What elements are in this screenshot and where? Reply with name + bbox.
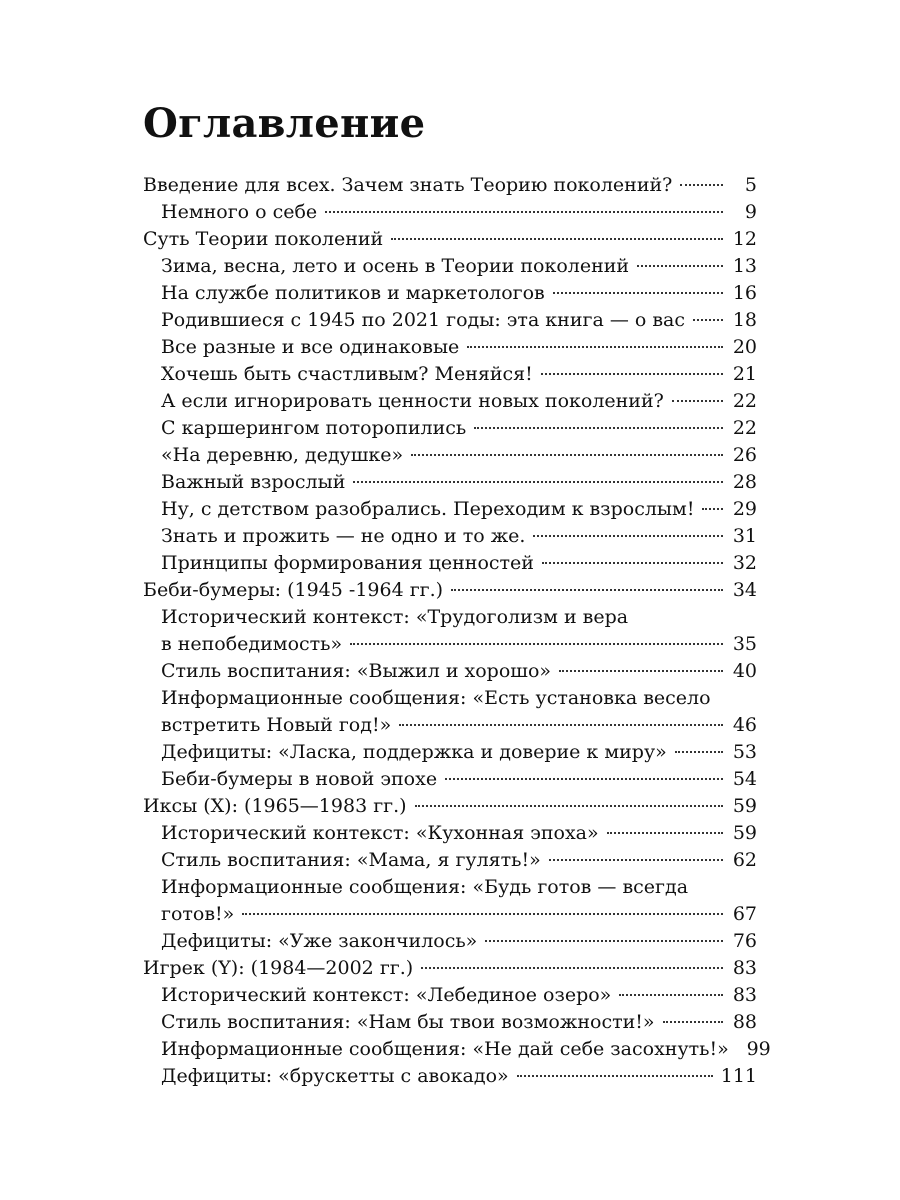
toc-entry-title: Дефициты: «Ласка, поддержка и доверие к миру» [161, 741, 667, 763]
toc-page-number: 46 [732, 714, 757, 736]
toc-entry-title: Исторический контекст: «Лебединое озеро» [161, 984, 612, 1006]
toc-page-number: 67 [732, 903, 757, 925]
toc-entry[interactable] [143, 253, 757, 280]
table-of-contents [143, 172, 771, 1090]
dot-leader [474, 427, 723, 429]
toc-page-number: 32 [732, 552, 757, 574]
toc-entry[interactable] [143, 820, 757, 847]
toc-entry-title: Зима, весна, лето и осень в Теории поколений [161, 255, 630, 277]
dot-leader [242, 913, 723, 915]
dot-leader [467, 346, 723, 348]
toc-entry[interactable] [143, 388, 757, 415]
toc-entry[interactable] [143, 712, 757, 739]
toc-entry[interactable] [143, 280, 757, 307]
toc-page-number: 53 [732, 741, 757, 763]
toc-page-number: 88 [732, 1011, 757, 1033]
toc-entry[interactable] [143, 766, 757, 793]
toc-entry-title: Важный взрослый [161, 471, 346, 493]
toc-entry-title: Исторический контекст: «Кухонная эпоха» [161, 822, 599, 844]
toc-entry-title: Родившиеся с 1945 по 2021 годы: эта книга — о вас [161, 309, 686, 331]
dot-leader [619, 994, 723, 996]
toc-entry-title: На службе политиков и маркетологов [161, 282, 545, 304]
dot-leader [399, 724, 723, 726]
toc-entry-title: Знать и прожить — не одно и то же. [161, 525, 526, 547]
dot-leader [702, 508, 723, 510]
toc-entry-line1[interactable] [143, 874, 757, 901]
dot-leader [451, 589, 723, 591]
toc-entry[interactable] [143, 658, 757, 685]
toc-entry[interactable] [143, 334, 757, 361]
dot-leader [485, 940, 723, 942]
dot-leader [672, 400, 723, 402]
toc-entry-title-cont: в непобедимость» [161, 633, 343, 655]
toc-entry-title: Иксы (X): (1965—1983 гг.) [143, 795, 407, 817]
toc-entry-title: «На деревню, дедушке» [161, 444, 404, 466]
toc-entry[interactable] [143, 847, 757, 874]
toc-entry-title: Суть Теории поколений [143, 228, 384, 250]
toc-entry-line1[interactable] [143, 604, 757, 631]
toc-entry-title: Исторический контекст: «Трудоголизм и вера [161, 606, 629, 628]
toc-entry[interactable] [143, 550, 757, 577]
dot-leader [541, 373, 723, 375]
toc-entry-title: Немного о себе [161, 201, 318, 223]
toc-page-number: 12 [732, 228, 757, 250]
toc-entry[interactable] [143, 307, 757, 334]
toc-entry[interactable] [143, 577, 757, 604]
toc-entry[interactable] [143, 496, 757, 523]
toc-page-number: 5 [744, 174, 757, 196]
toc-entry-title: Ну, с детством разобрались. Переходим к взрослым! [161, 498, 695, 520]
toc-entry[interactable] [143, 982, 757, 1009]
toc-entry-title: Стиль воспитания: «Мама, я гулять!» [161, 849, 541, 871]
toc-entry[interactable] [143, 415, 757, 442]
toc-page-number: 18 [732, 309, 757, 331]
dot-leader [533, 535, 723, 537]
toc-entry-title: Беби-бумеры: (1945 -1964 гг.) [143, 579, 444, 601]
toc-page-number: 28 [732, 471, 757, 493]
toc-page-number: 22 [732, 417, 757, 439]
toc-page-number: 62 [732, 849, 757, 871]
toc-page-number: 16 [732, 282, 757, 304]
toc-entry-title: Информационные сообщения: «Будь готов — всегда [161, 876, 689, 898]
toc-entry[interactable] [143, 901, 757, 928]
toc-page-number: 40 [732, 660, 757, 682]
toc-entry-title: Стиль воспитания: «Выжил и хорошо» [161, 660, 552, 682]
toc-page-number: 21 [732, 363, 757, 385]
dot-leader [693, 319, 723, 321]
toc-page-number: 76 [732, 930, 757, 952]
toc-entry-title: Игрек (Y): (1984—2002 гг.) [143, 957, 414, 979]
dot-leader [549, 859, 723, 861]
toc-page-number: 54 [732, 768, 757, 790]
toc-entry[interactable] [143, 928, 757, 955]
dot-leader [325, 211, 723, 213]
toc-entry-title: Введение для всех. Зачем знать Теорию поколений? [143, 174, 673, 196]
dot-leader [607, 832, 723, 834]
toc-entry-title: С каршерингом поторопились [161, 417, 467, 439]
toc-entry[interactable] [143, 442, 757, 469]
toc-entry-title-cont: встретить Новый год!» [161, 714, 392, 736]
toc-entry[interactable] [143, 361, 757, 388]
dot-leader [680, 184, 723, 186]
dot-leader [517, 1075, 713, 1077]
dot-leader [553, 292, 723, 294]
dot-leader [542, 562, 723, 564]
toc-page-number: 83 [732, 957, 757, 979]
dot-leader [445, 778, 723, 780]
toc-entry-title-cont: готов!» [161, 903, 235, 925]
toc-page-number: 83 [732, 984, 757, 1006]
toc-entry[interactable] [143, 199, 757, 226]
toc-entry-title: Дефициты: «Уже закончилось» [161, 930, 478, 952]
toc-page-number: 22 [732, 390, 757, 412]
toc-entry-title: Все разные и все одинаковые [161, 336, 460, 358]
toc-entry[interactable] [143, 226, 757, 253]
dot-leader [350, 643, 723, 645]
dot-leader [637, 265, 723, 267]
toc-page-number: 34 [732, 579, 757, 601]
toc-entry[interactable] [143, 955, 757, 982]
toc-page-number: 26 [732, 444, 757, 466]
toc-entry-title: А если игнорировать ценности новых поколений? [161, 390, 664, 412]
toc-entry[interactable] [143, 1036, 771, 1063]
toc-entry[interactable] [143, 172, 757, 199]
dot-leader [391, 238, 723, 240]
toc-entry[interactable] [143, 793, 757, 820]
toc-entry[interactable] [143, 631, 757, 658]
toc-page-number: 31 [732, 525, 757, 547]
dot-leader [411, 454, 723, 456]
dot-leader [353, 481, 723, 483]
toc-page-number: 99 [746, 1038, 771, 1060]
toc-entry-line1[interactable] [143, 685, 757, 712]
toc-entry[interactable] [143, 739, 757, 766]
toc-entry-title: Дефициты: «брускетты с авокадо» [161, 1065, 509, 1087]
toc-entry-title: Информационные сообщения: «Не дай себе засохнуть!» [161, 1038, 729, 1060]
toc-page-number: 35 [732, 633, 757, 655]
dot-leader [675, 751, 723, 753]
toc-entry-title: Информационные сообщения: «Есть установка весело [161, 687, 711, 709]
toc-entry[interactable] [143, 1063, 757, 1090]
toc-page-number: 59 [732, 795, 757, 817]
dot-leader [415, 805, 723, 807]
toc-entry[interactable] [143, 469, 757, 496]
toc-page-number: 29 [732, 498, 757, 520]
toc-entry[interactable] [143, 523, 757, 550]
toc-page-number: 9 [744, 201, 757, 223]
toc-page-number: 13 [732, 255, 757, 277]
toc-page-number: 59 [732, 822, 757, 844]
toc-page-number: 111 [720, 1065, 757, 1087]
dot-leader [559, 670, 723, 672]
toc-entry-title: Беби-бумеры в новой эпохе [161, 768, 438, 790]
toc-entry-title: Принципы формирования ценностей [161, 552, 534, 574]
dot-leader [663, 1021, 723, 1023]
toc-entry[interactable] [143, 1009, 757, 1036]
toc-entry-title: Стиль воспитания: «Нам бы твои возможности!» [161, 1011, 655, 1033]
page-title: Оглавление [143, 100, 426, 147]
toc-entry-title: Хочешь быть счастливым? Меняйся! [161, 363, 533, 385]
toc-page-number: 20 [732, 336, 757, 358]
dot-leader [421, 967, 723, 969]
